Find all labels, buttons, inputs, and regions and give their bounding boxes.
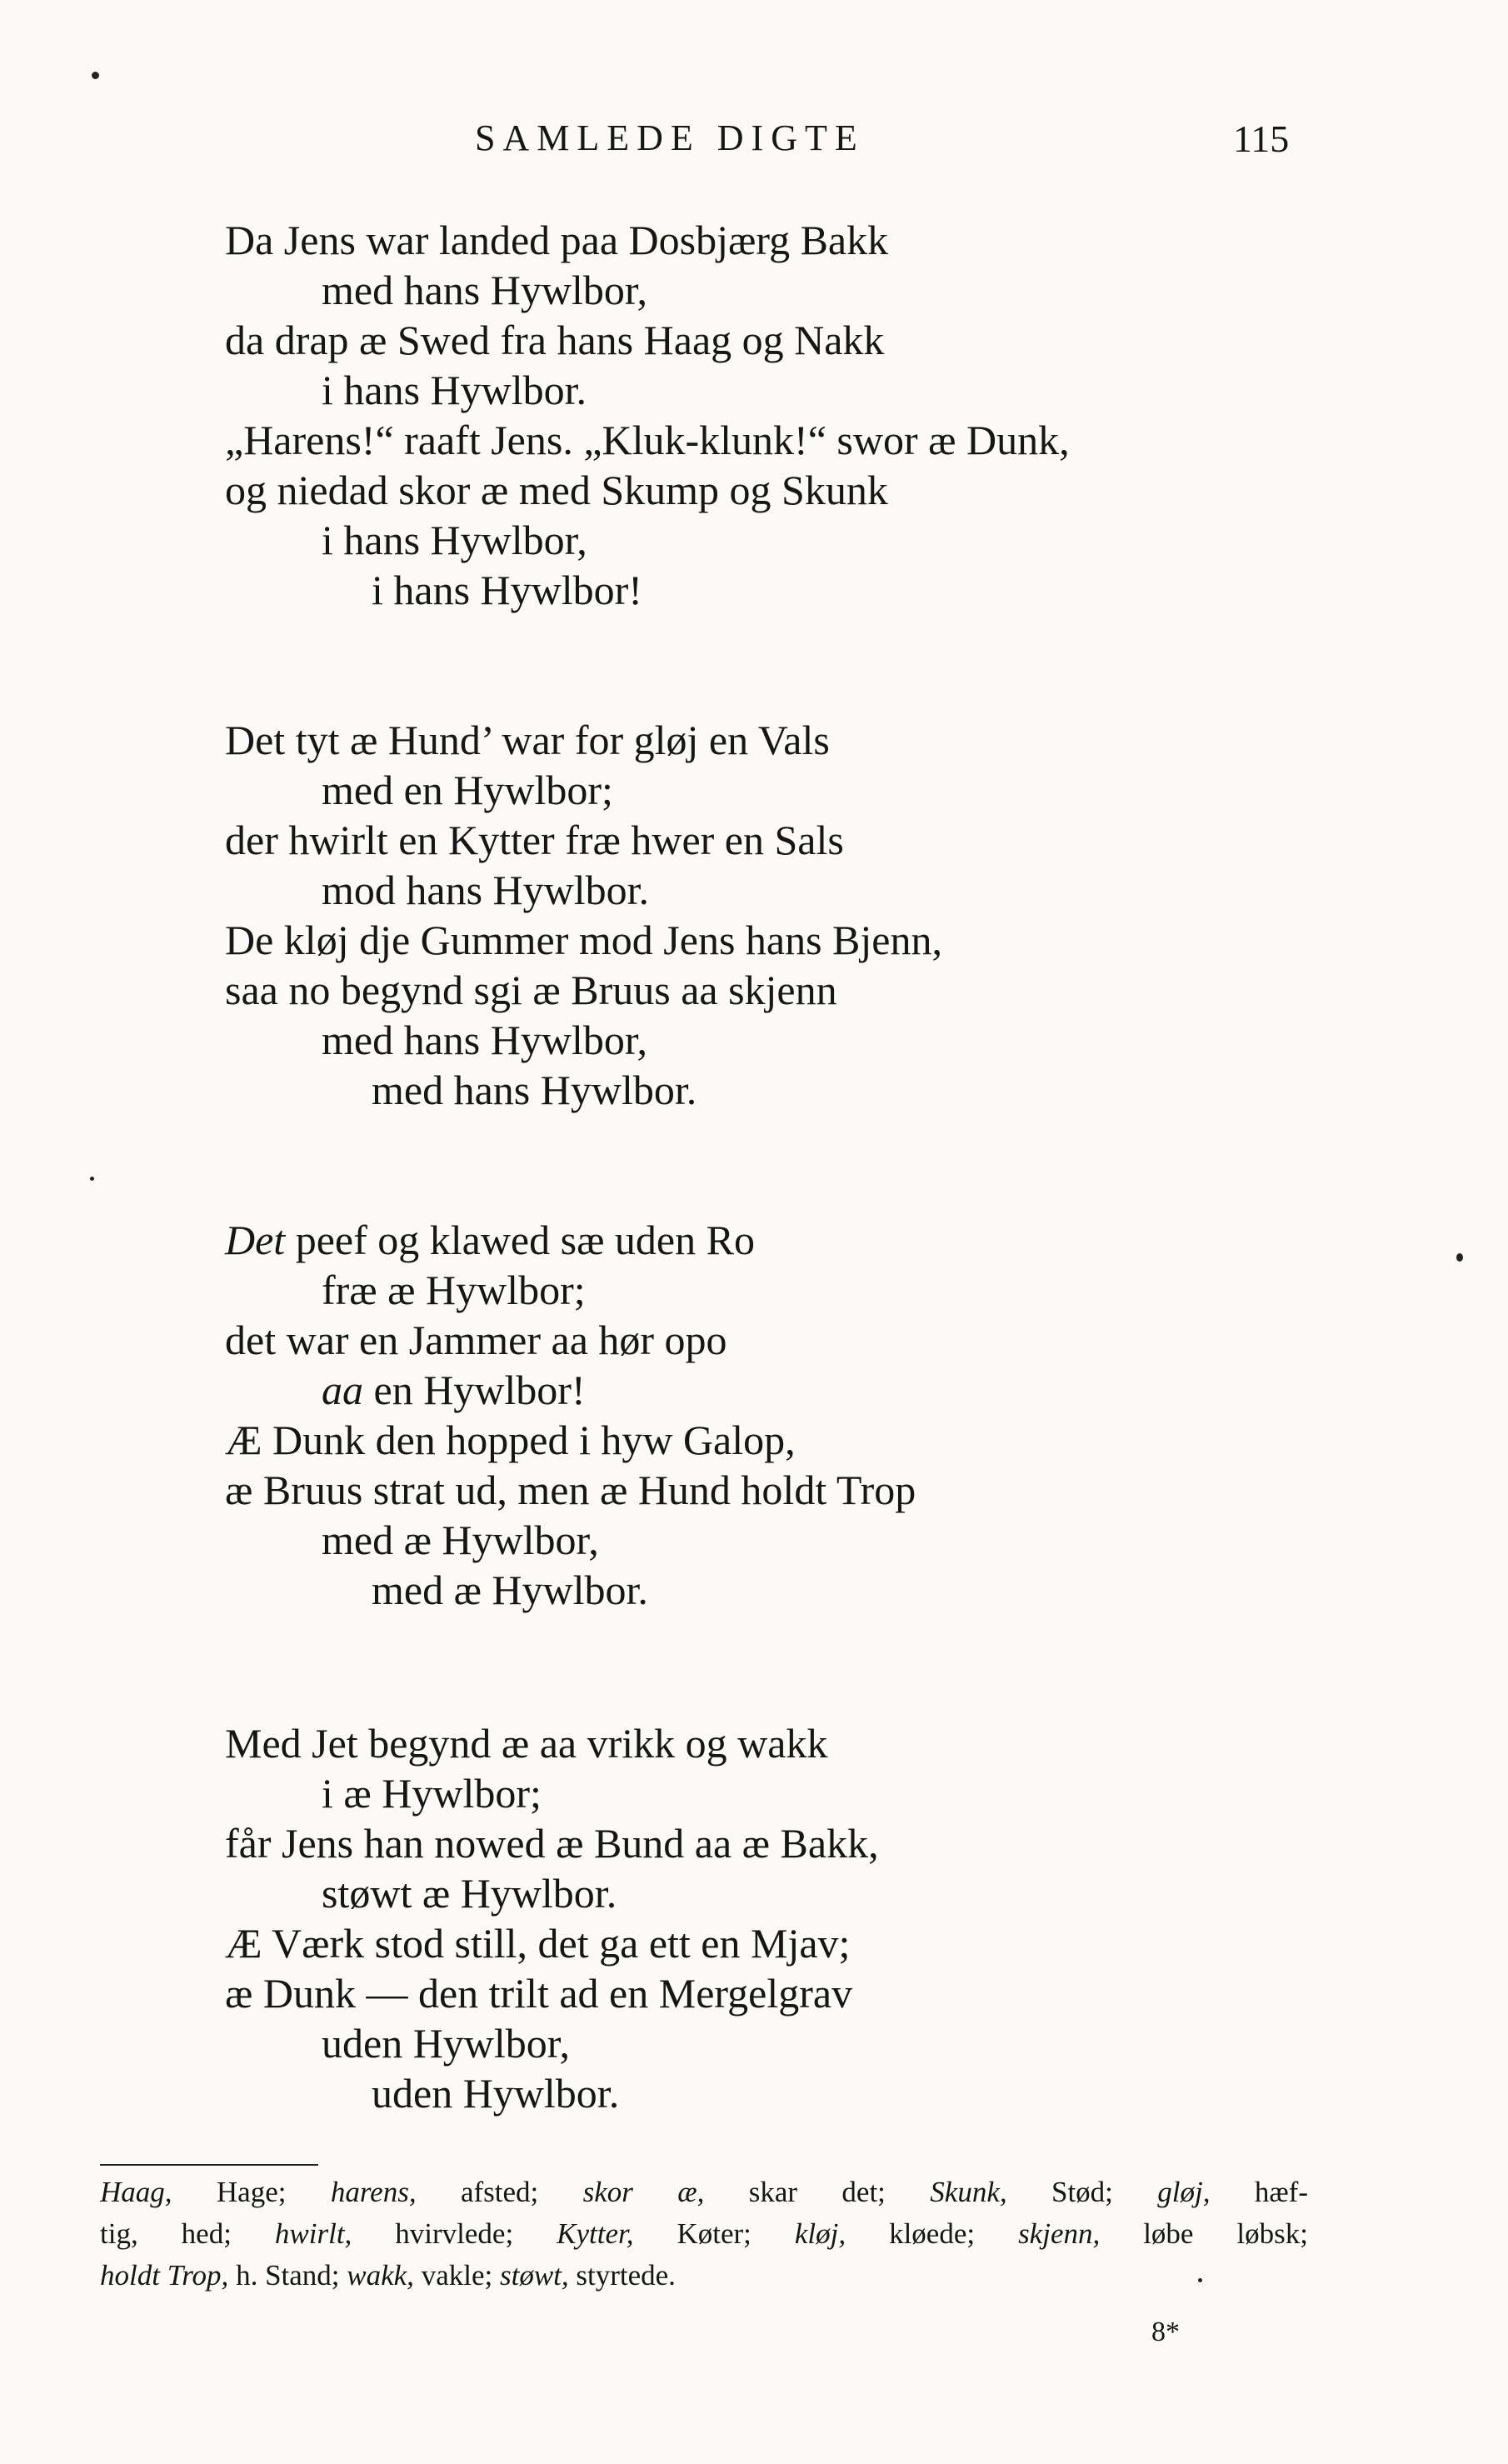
- gloss-term: hwirlt,: [274, 2217, 352, 2250]
- verse-text: der hwirlt en Kytter fræ hwer en Sals: [225, 817, 844, 863]
- verse-line: [225, 765, 1350, 815]
- verse-text: fræ æ Hywlbor;: [322, 1267, 586, 1313]
- verse-line: [225, 215, 1350, 265]
- verse-text: med æ Hywlbor.: [372, 1567, 648, 1613]
- verse-text: Æ Værk stod still, det ga ett en Mjav;: [225, 1920, 851, 1967]
- gloss-definition: afsted;: [416, 2176, 583, 2208]
- verse-text: får Jens han nowed æ Bund aa æ Bakk,: [225, 1820, 879, 1867]
- signature-mark: 8*: [1151, 2317, 1180, 2347]
- verse-text: æ Bruus strat ud, men æ Hund holdt Trop: [225, 1467, 916, 1513]
- gloss-term: skor æ,: [582, 2176, 705, 2208]
- gloss-term: kløj,: [794, 2217, 846, 2250]
- verse-line: [225, 2018, 1350, 2068]
- verse-text: med hans Hywlbor.: [372, 1067, 697, 1113]
- verse-text: i hans Hywlbor!: [372, 567, 642, 613]
- gloss-definition: vakle;: [413, 2259, 500, 2292]
- verse-line: [225, 2068, 1350, 2118]
- verse-line: [225, 815, 1350, 865]
- verse-text: det war en Jammer aa hør opo: [225, 1317, 727, 1363]
- gloss-term: Kytter,: [557, 2217, 634, 2250]
- verse-text: saa no begynd sgi æ Bruus aa skjenn: [225, 967, 837, 1013]
- verse-text: Da Jens war landed paa Dosbjærg Bakk: [225, 217, 889, 263]
- verse-line: [225, 315, 1350, 365]
- verse-text: en Hywlbor!: [373, 1367, 586, 1413]
- italic-lead-word: aa: [322, 1367, 363, 1413]
- ink-speck: [90, 1177, 94, 1181]
- verse-text: „Harens!“ raaft Jens. „Kluk-klunk!“ swor æ Dunk,: [225, 417, 1070, 463]
- verse-text: med hans Hywlbor,: [322, 1017, 647, 1063]
- gloss-term: harens,: [330, 2176, 417, 2208]
- gloss-definition: Hage;: [172, 2176, 331, 2208]
- verse-text: mod hans Hywlbor.: [322, 867, 650, 913]
- verse-text: og niedad skor æ med Skump og Skunk: [225, 467, 888, 513]
- verse-line: [225, 1918, 1350, 1968]
- footnote-rule: [100, 2164, 318, 2166]
- ink-speck: [1456, 1253, 1463, 1262]
- verse-line: [225, 1565, 1350, 1615]
- gloss-term: skjenn,: [1018, 2217, 1101, 2250]
- verse-text: uden Hywlbor,: [322, 2020, 570, 2067]
- verse-text: Med Jet begynd æ aa vrikk og wakk: [225, 1720, 828, 1767]
- ink-speck: [92, 72, 99, 79]
- verse-text: æ Dunk — den trilt ad en Mergelgrav: [225, 1970, 853, 2017]
- verse-text: med æ Hywlbor,: [322, 1517, 599, 1563]
- verse-line: [225, 365, 1350, 415]
- verse-line: [225, 1818, 1350, 1868]
- verse-text: Det tyt æ Hund’ war for gløj en Vals: [225, 717, 830, 763]
- verse-line: [225, 715, 1350, 765]
- gloss-term: holdt Trop,: [100, 2259, 229, 2292]
- verse-text: peef og klawed sæ uden Ro: [295, 1217, 755, 1263]
- verse-line: [225, 1365, 1350, 1415]
- verse-line: [225, 1065, 1350, 1115]
- verse-line: [225, 1315, 1350, 1365]
- footnotes: [100, 2172, 1308, 2297]
- verse-line: [225, 915, 1350, 965]
- gloss-definition: tig, hed;: [100, 2217, 275, 2250]
- gloss-definition: kløede;: [846, 2217, 1019, 2250]
- verse-line: [225, 465, 1350, 515]
- stanza-4: [225, 1718, 1350, 2118]
- verse-line: [225, 1718, 1350, 1768]
- verse-line: [225, 515, 1350, 565]
- page-number: 115: [1233, 117, 1290, 160]
- verse-line: [225, 965, 1350, 1015]
- gloss-term: Haag,: [100, 2176, 172, 2208]
- gloss-definition: hvirvlede;: [352, 2217, 557, 2250]
- verse-line: [225, 1015, 1350, 1065]
- gloss-definition: hæf-: [1210, 2176, 1308, 2208]
- verse-line: [225, 1215, 1350, 1265]
- gloss-definition: h. Stand;: [228, 2259, 347, 2292]
- gloss-definition: styrtede.: [568, 2259, 676, 2292]
- verse-text: med en Hywlbor;: [322, 767, 613, 813]
- verse-line: [225, 1868, 1350, 1918]
- verse-text: i hans Hywlbor,: [322, 517, 587, 563]
- verse-line: [225, 1465, 1350, 1515]
- gloss-definition: løbe løbsk;: [1100, 2217, 1308, 2250]
- gloss-definition: skar det;: [704, 2176, 931, 2208]
- verse-text: De kløj dje Gummer mod Jens hans Bjenn,: [225, 917, 942, 963]
- gloss-definition: Køter;: [633, 2217, 795, 2250]
- gloss-definition: Stød;: [1006, 2176, 1158, 2208]
- verse-line: [225, 1968, 1350, 2018]
- verse-line: [225, 565, 1350, 615]
- page-header: [0, 117, 1508, 167]
- verse-line: [225, 415, 1350, 465]
- ink-speck: [1198, 2278, 1202, 2282]
- verse-line: [225, 1265, 1350, 1315]
- verse-line: [225, 1768, 1350, 1818]
- verse-text: i hans Hywlbor.: [322, 367, 587, 413]
- verse-text: i æ Hywlbor;: [322, 1770, 542, 1817]
- stanza-1: [225, 215, 1350, 615]
- verse-line: [225, 1415, 1350, 1465]
- footnote-line: [100, 2255, 1308, 2297]
- verse-text: da drap æ Swed fra hans Haag og Nakk: [225, 317, 885, 363]
- italic-lead-word: Det: [225, 1217, 286, 1263]
- gloss-term: Skunk,: [930, 2176, 1007, 2208]
- gloss-term: wakk,: [347, 2259, 414, 2292]
- verse-text: uden Hywlbor.: [372, 2070, 620, 2117]
- verse-line: [225, 865, 1350, 915]
- stanza-2: [225, 715, 1350, 1115]
- stanza-3: [225, 1215, 1350, 1615]
- verse-text: støwt æ Hywlbor.: [322, 1870, 617, 1917]
- gloss-term: gløj,: [1157, 2176, 1211, 2208]
- verse-line: [225, 1515, 1350, 1565]
- footnote-line: [100, 2172, 1308, 2213]
- verse-line: [225, 265, 1350, 315]
- running-title: SAMLEDE DIGTE: [475, 117, 865, 158]
- footnote-line: [100, 2213, 1308, 2255]
- gloss-term: støwt,: [499, 2259, 569, 2292]
- verse-text: Æ Dunk den hopped i hyw Galop,: [225, 1417, 796, 1463]
- verse-text: med hans Hywlbor,: [322, 267, 647, 313]
